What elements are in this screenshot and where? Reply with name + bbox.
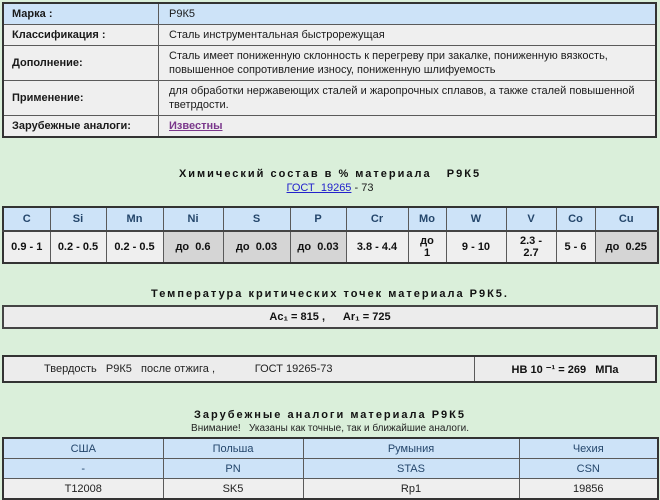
- hardness-description: Твердость Р9К5 после отжига , ГОСТ 19265-73: [3, 356, 475, 382]
- info-label-analogs: Зарубежные аналоги:: [3, 116, 159, 138]
- gost-link[interactable]: ГОСТ 19265: [286, 182, 352, 194]
- grade-cell: Rp1: [303, 479, 519, 500]
- country-header: Польша: [163, 438, 303, 459]
- table-row: [3, 356, 656, 382]
- element-value: до 0.03: [290, 231, 346, 263]
- element-value: до 1: [408, 231, 446, 263]
- element-value: 0.2 - 0.5: [50, 231, 106, 263]
- element-value: 9 - 10: [446, 231, 506, 263]
- hardness-table: [2, 355, 657, 383]
- info-value-application: для обработки нержавеющих сталей и жаропрочных сплавов, а также сталей повышенной тветрдости.: [159, 81, 657, 116]
- element-value: до 0.6: [163, 231, 223, 263]
- grade-cell: SK5: [163, 479, 303, 500]
- info-value-classification: Сталь инструментальная быстрорежущая: [159, 25, 657, 46]
- element-value: 0.9 - 1: [3, 231, 50, 263]
- chemistry-table: [2, 206, 659, 264]
- element-value: 0.2 - 0.5: [106, 231, 163, 263]
- table-row: [3, 207, 658, 231]
- info-label-application: Применение:: [3, 81, 159, 116]
- gost-suffix: - 73: [351, 182, 374, 194]
- element-header: Mo: [408, 207, 446, 231]
- info-value-addition: Сталь имеет пониженную склонность к перегреву при закалке, пониженную вязкость, повышенное сопротивление износу, пониженную шлифуемость: [159, 46, 657, 81]
- standard-cell: CSN: [519, 459, 658, 479]
- info-label-marka: Марка :: [3, 3, 159, 25]
- hardness-value: НВ 10 ⁻¹ = 269 МПа: [475, 356, 657, 382]
- table-row: [3, 231, 658, 263]
- analogs-note: Внимание! Указаны как точные, так и ближайшие аналоги.: [191, 423, 469, 434]
- country-header: США: [3, 438, 163, 459]
- element-header: W: [446, 207, 506, 231]
- element-header: Co: [556, 207, 595, 231]
- grade-cell: Т12008: [3, 479, 163, 500]
- country-header: Чехия: [519, 438, 658, 459]
- standard-cell: PN: [163, 459, 303, 479]
- standard-cell: -: [3, 459, 163, 479]
- table-row: [3, 81, 656, 116]
- gost-line: [2, 182, 658, 194]
- material-info-table: [2, 2, 657, 138]
- element-header: Mn: [106, 207, 163, 231]
- element-header: C: [3, 207, 50, 231]
- element-value: 5 - 6: [556, 231, 595, 263]
- standard-cell: STAS: [303, 459, 519, 479]
- chemistry-title: Химический состав в % материала Р9К5: [178, 168, 482, 180]
- element-header: S: [223, 207, 290, 231]
- table-row: [3, 25, 656, 46]
- analogs-title: Зарубежные аналоги материала Р9К5: [194, 409, 466, 421]
- info-label-addition: Дополнение:: [3, 46, 159, 81]
- info-value-analogs: [159, 116, 657, 138]
- country-header: Румыния: [303, 438, 519, 459]
- element-value: 3.8 - 4.4: [346, 231, 408, 263]
- element-header: V: [506, 207, 556, 231]
- info-value-marka: Р9К5: [159, 3, 657, 25]
- element-value: до 0.03: [223, 231, 290, 263]
- element-value: до 0.25: [595, 231, 658, 263]
- info-label-classification: Классификация :: [3, 25, 159, 46]
- critical-points-title: Температура критических точек материала Р9К5.: [151, 288, 509, 300]
- element-value: 2.3 - 2.7: [506, 231, 556, 263]
- element-header: Cr: [346, 207, 408, 231]
- table-row: [3, 3, 656, 25]
- table-row: [3, 116, 656, 138]
- analogs-table: [2, 437, 659, 500]
- element-header: Si: [50, 207, 106, 231]
- element-header: Ni: [163, 207, 223, 231]
- critical-points-box: Ac₁ = 815 , Ar₁ = 725: [2, 305, 658, 329]
- foreign-analogs-link[interactable]: Известны: [169, 120, 223, 132]
- element-header: Cu: [595, 207, 658, 231]
- grade-cell: 19856: [519, 479, 658, 500]
- element-header: P: [290, 207, 346, 231]
- table-row: [3, 46, 656, 81]
- table-row: [3, 438, 658, 459]
- table-row: [3, 479, 658, 500]
